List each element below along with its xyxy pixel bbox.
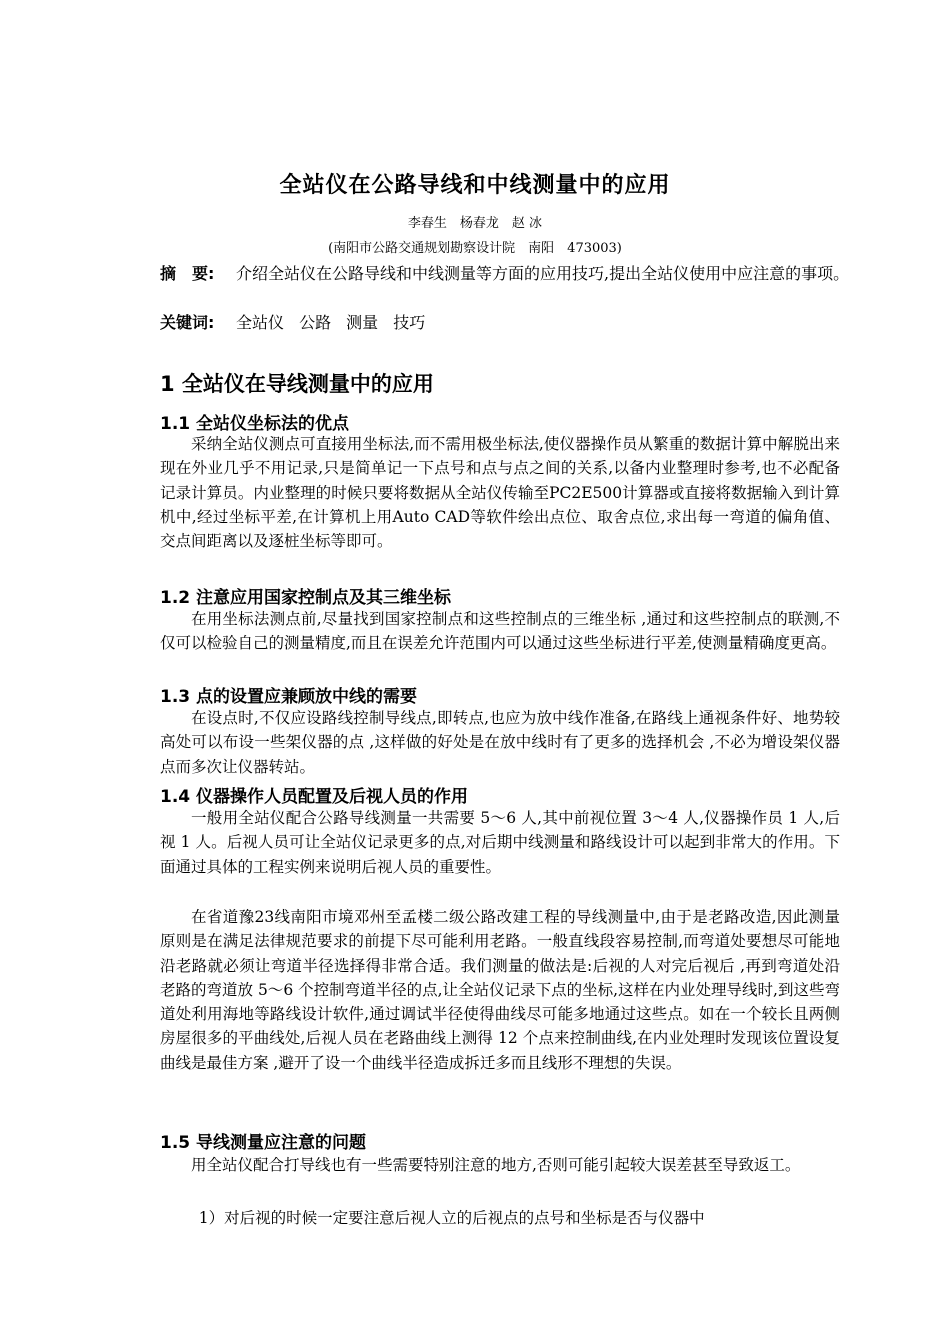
section-1-5-paragraph-2: 1）对后视的时候一定要注意后视人立的后视点的点号和坐标是否与仪器中	[198, 1209, 705, 1227]
article-affiliation: (南阳市公路交通规划勘察设计院 南阳 473003)	[328, 241, 622, 256]
section-1-4-paragraph-1: 一般用全站仪配合公路导线测量一共需要 5～6 人,其中前视位置 3～4 人,仪器操作员 1 人,后视 1 人。后视人员可让全站仪记录更多的点,对后期中线测量和路线设计可以起到非常大的作用。下面通过具体的工程实例来说明后视人员的重要性。	[160, 809, 840, 876]
abstract-label: 摘 要:	[160, 264, 215, 283]
keywords-text: 全站仪 公路 测量 技巧	[236, 313, 426, 332]
abstract-block	[160, 261, 850, 286]
section-1-2-heading: 1.2 注意应用国家控制点及其三维坐标	[160, 588, 452, 608]
article-title: 全站仪在公路导线和中线测量中的应用	[279, 173, 671, 198]
section-1-5-heading: 1.5 导线测量应注意的问题	[160, 1133, 367, 1153]
section-1-3-heading: 1.3 点的设置应兼顾放中线的需要	[160, 687, 418, 707]
abstract-text: 介绍全站仪在公路导线和中线测量等方面的应用技巧,提出全站仪使用中应注意的事项。	[236, 264, 850, 283]
section-1-1-heading: 1.1 全站仪坐标法的优点	[160, 414, 350, 434]
section-1-1-paragraph: 采纳全站仪测点可直接用坐标法,而不需用极坐标法,使仪器操作员从繁重的数据计算中解脱出来现在外业几乎不用记录,只是简单记一下点号和点与点之间的关系,以备内业整理时参考,也不必配备记录计算员。内业整理的时候只要将数据从全站仪传输至PC2E500计算器或直接将数据输入到计算机中,经过坐标平差,在计算机上用Auto CAD等软件绘出点位、取舍点位,求出每一弯道的偏角值、交点间距离以及逐桩坐标等即可。	[160, 435, 840, 551]
article-authors: 李春生 杨春龙 赵 冰	[407, 216, 543, 231]
keywords-block	[160, 310, 850, 335]
section-1-4-heading: 1.4 仪器操作人员配置及后视人员的作用	[160, 787, 469, 807]
section-1-2-paragraph: 在用坐标法测点前,尽量找到国家控制点和这些控制点的三维坐标 ,通过和这些控制点的联测,不仅可以检验自己的测量精度,而且在误差允许范围内可以通过这些坐标进行平差,使测量精确度更高。	[160, 610, 840, 653]
section-1-4-paragraph-2: 在省道豫23线南阳市境邓州至孟楼二级公路改建工程的导线测量中,由于是老路改造,因此测量原则是在满足法律规范要求的前提下尽可能利用老路。一般直线段容易控制,而弯道处要想尽可能地沿老路就必须让弯道半径选择得非常合适。我们测量的做法是:后视的人对完后视后 ,再到弯道处沿老路的弯道放 5～6 个控制弯道半径的点,让全站仪记录下点的坐标,这样在内业处理导线时,到这些弯道处利用海地等路线设计软件,通过调试半径使得曲线尽可能多地通过这些点。如在一个较长且两侧房屋很多的平曲线处,后视人员在老路曲线上测得 12 个点来控制曲线,在内业处理时发现该位置设复曲线是最佳方案 ,避开了设一个曲线半径造成拆迁多而且线形不理想的失误。	[160, 908, 840, 1072]
section-1-3-paragraph: 在设点时,不仅应设路线控制导线点,即转点,也应为放中线作准备,在路线上通视条件好、地势较高处可以布设一些架仪器的点 ,这样做的好处是在放中线时有了更多的选择机会 ,不必为增设架仪器点而多次让仪器转站。	[160, 709, 840, 776]
keywords-label: 关键词:	[160, 313, 215, 332]
section-1-heading: 1 全站仪在导线测量中的应用	[160, 372, 434, 396]
section-1-5-paragraph-1: 用全站仪配合打导线也有一些需要特别注意的地方,否则可能引起较大误差甚至导致返工。	[191, 1156, 801, 1174]
